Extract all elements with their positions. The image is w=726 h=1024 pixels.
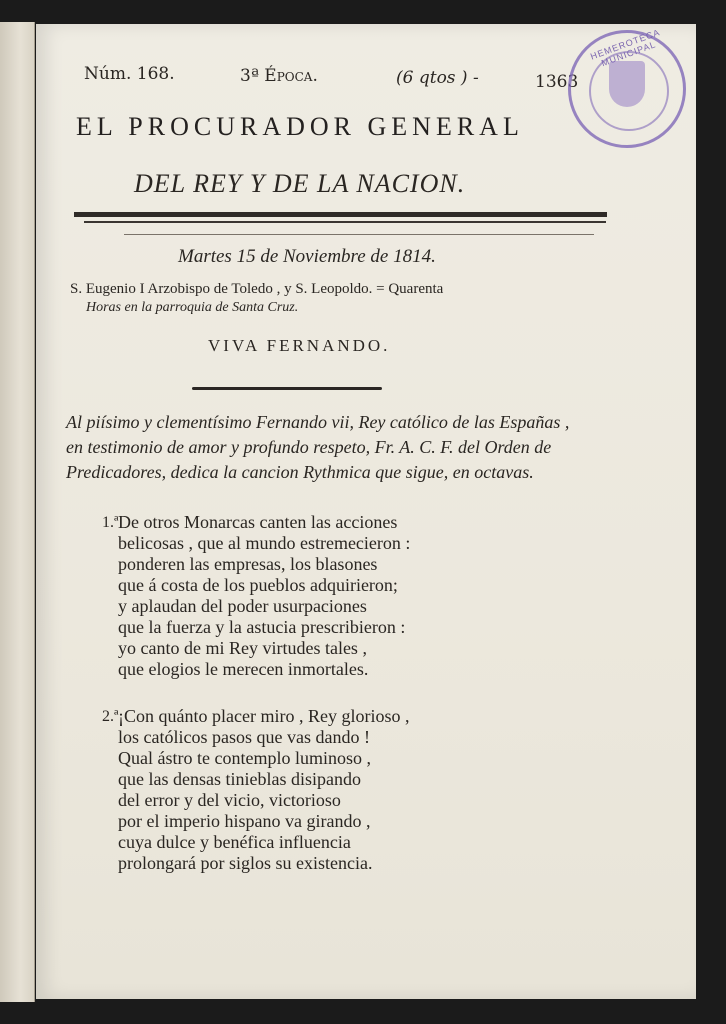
verse-line: De otros Monarcas canten las acciones [118,512,398,532]
verse-line: que la fuerza y la astucia prescribieron : [118,617,406,637]
stamp-shield-icon [609,61,645,107]
verse-line: por el imperio hispano va girando , [118,811,371,831]
dedication-paragraph: Al piísimo y clementísimo Fernando vii, Rey católico de las Españas , en testimonio de amor y profundo respeto, Fr. A. C. F. del Orden de Predicadores, dedica la cancion Rythmica que sigue, en octavas. [66,412,570,482]
stanza-number: 2.ª [102,708,119,725]
verse-line: yo canto de mi Rey virtudes tales , [118,638,367,658]
verse-line: cuya dulce y benéfica influencia [118,832,351,852]
newspaper-page [36,24,696,999]
saints-line-1: S. Eugenio I Arzobispo de Toledo , y S. Leopoldo. = Quarenta [70,281,444,297]
verse-line: belicosas , que al mundo estremecieron : [118,533,411,553]
verse-line: ponderen las empresas, los blasones [118,554,378,574]
masthead-rule-hairline [124,234,594,235]
library-stamp [568,27,686,148]
verse-line: prolongará por siglos su existencia. [118,853,373,873]
verse-line: que elogios le merecen inmortales. [118,659,369,679]
verse-line: ¡Con quánto placer miro , Rey glorioso , [118,706,410,726]
masthead-title: EL PROCURADOR GENERAL [76,112,524,141]
verse-line: del error y del vicio, victorioso [118,790,341,810]
motto: VIVA FERNANDO. [208,336,391,355]
verse-line: y aplaudan del poder usurpaciones [118,596,367,616]
verse-line: que las densas tinieblas disipando [118,769,361,789]
quarters-note: (6 qtos ) - [396,68,479,88]
stanza-number: 1.ª [102,514,119,531]
saints-line-2: Horas en la parroquia de Santa Cruz. [86,300,299,315]
page-number: 1363 [535,72,579,92]
verse-line: los católicos pasos que vas dando ! [118,727,370,747]
ornamental-rule [192,387,382,390]
masthead-rule-thick [74,212,607,217]
issue-number: Núm. 168. [84,64,175,84]
issue-date: Martes 15 de Noviembre de 1814. [178,246,436,267]
verse-line: que á costa de los pueblos adquirieron; [118,575,398,595]
stamp-text: HEMEROTECA MUNICIPAL [589,27,662,69]
masthead-rule-thin [84,221,606,223]
left-page-edge [0,22,35,1002]
masthead-subtitle: DEL REY Y DE LA NACION. [134,169,466,198]
epoch-label: 3ª Época. [240,66,318,86]
verse-line: Qual ástro te contemplo luminoso , [118,748,371,768]
